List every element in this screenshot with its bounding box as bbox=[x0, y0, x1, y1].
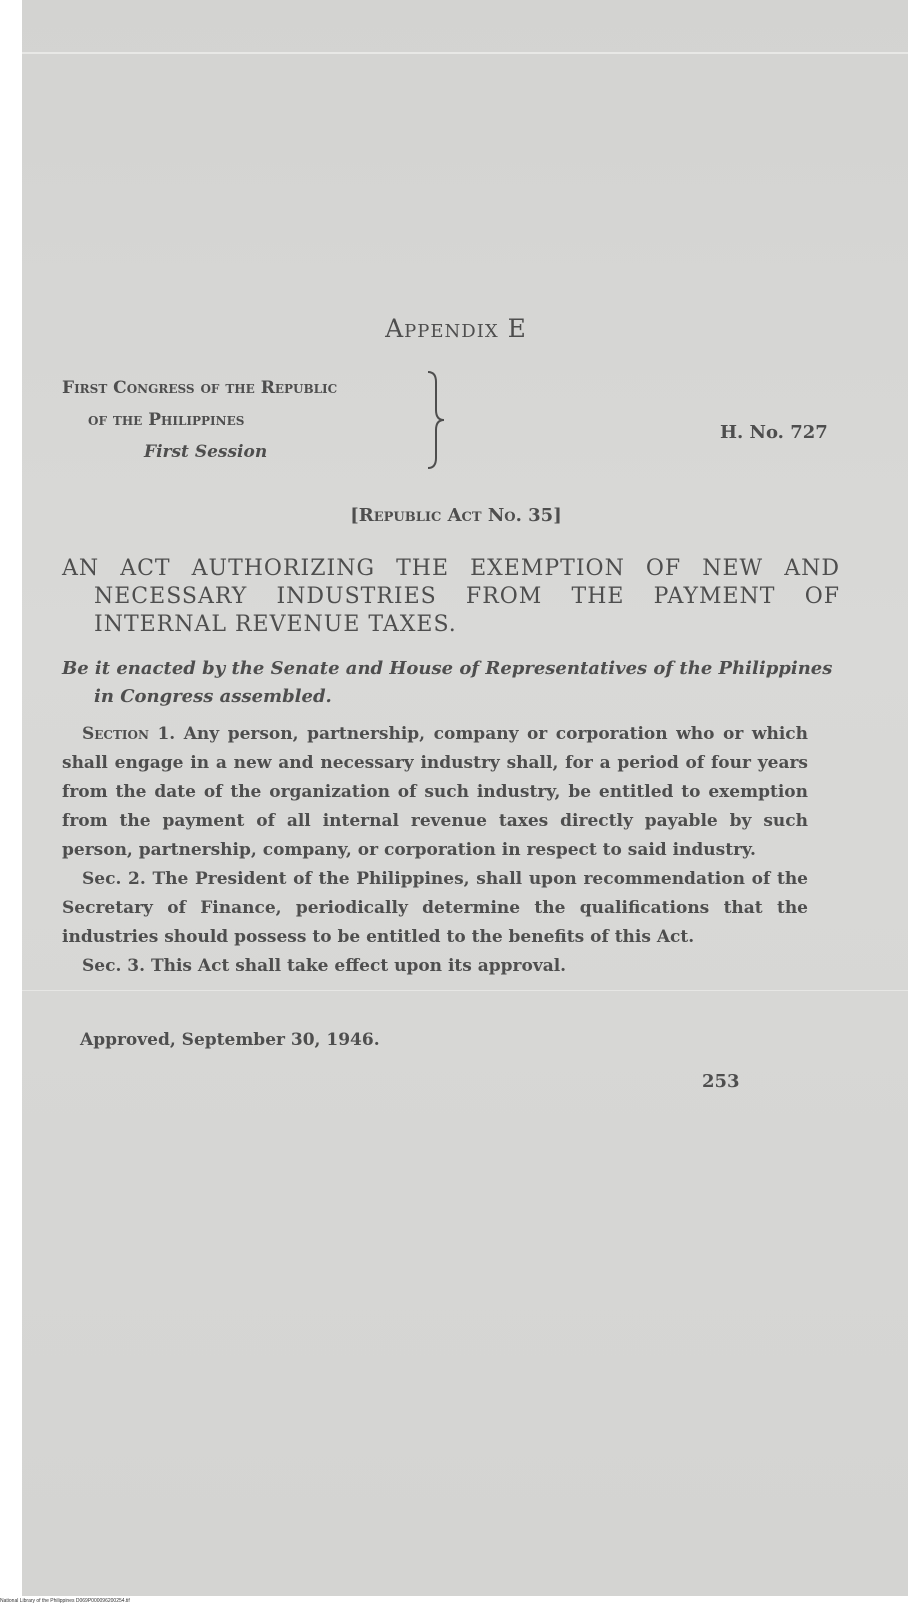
section-3 bbox=[62, 952, 808, 981]
section-1-text: Any person, partnership, company or corporation who or which shall engage in a new and necessary industry shall, for a period of four years from the date of the organization of such industry, be entitled to exemption from the payment of all internal revenue taxes directly payable by such person, partnership, company, or corporation in respect to said industry. bbox=[62, 724, 808, 860]
section-3-text: This Act shall take effect upon its approval. bbox=[145, 956, 567, 976]
page-number: 253 bbox=[702, 1071, 740, 1092]
congress-line-2: of the Philippines bbox=[88, 410, 245, 430]
section-3-label: Sec. 3. bbox=[82, 956, 146, 976]
republic-act-number: [Republic Act No. 35] bbox=[350, 505, 562, 526]
scan-line-fold bbox=[22, 990, 908, 991]
approval-date: Approved, September 30, 1946. bbox=[80, 1030, 380, 1050]
act-body bbox=[62, 720, 808, 981]
section-1 bbox=[62, 720, 808, 865]
act-title: AN ACT AUTHORIZING THE EXEMPTION OF NEW AND NECESSARY INDUSTRIES FROM THE PAYMENT OF INTERNAL REVENUE TAXES. bbox=[62, 556, 840, 637]
footer-caption: National Library of the Philippines D069P000096200254.tif bbox=[0, 1598, 130, 1604]
bill-number: H. No. 727 bbox=[720, 422, 828, 443]
section-2-label: Sec. 2. bbox=[82, 869, 146, 889]
scan-line-top bbox=[22, 52, 908, 54]
congress-line-1: First Congress of the Republic bbox=[62, 378, 338, 398]
appendix-heading: Appendix E bbox=[385, 314, 527, 343]
curly-brace-icon bbox=[424, 370, 454, 470]
congress-block bbox=[62, 372, 337, 468]
congress-session: First Session bbox=[144, 442, 268, 462]
section-1-label: Section 1. bbox=[82, 724, 176, 744]
section-2-text: The President of the Philippines, shall upon recommendation of the Secretary of Finance, periodically determine the qualifications that the industries should possess to be entitled to the benefits of this Act. bbox=[62, 869, 808, 947]
enacting-clause: Be it enacted by the Senate and House of Representatives of the Philippines in Congress assembled. bbox=[62, 658, 833, 707]
section-2 bbox=[62, 865, 808, 952]
